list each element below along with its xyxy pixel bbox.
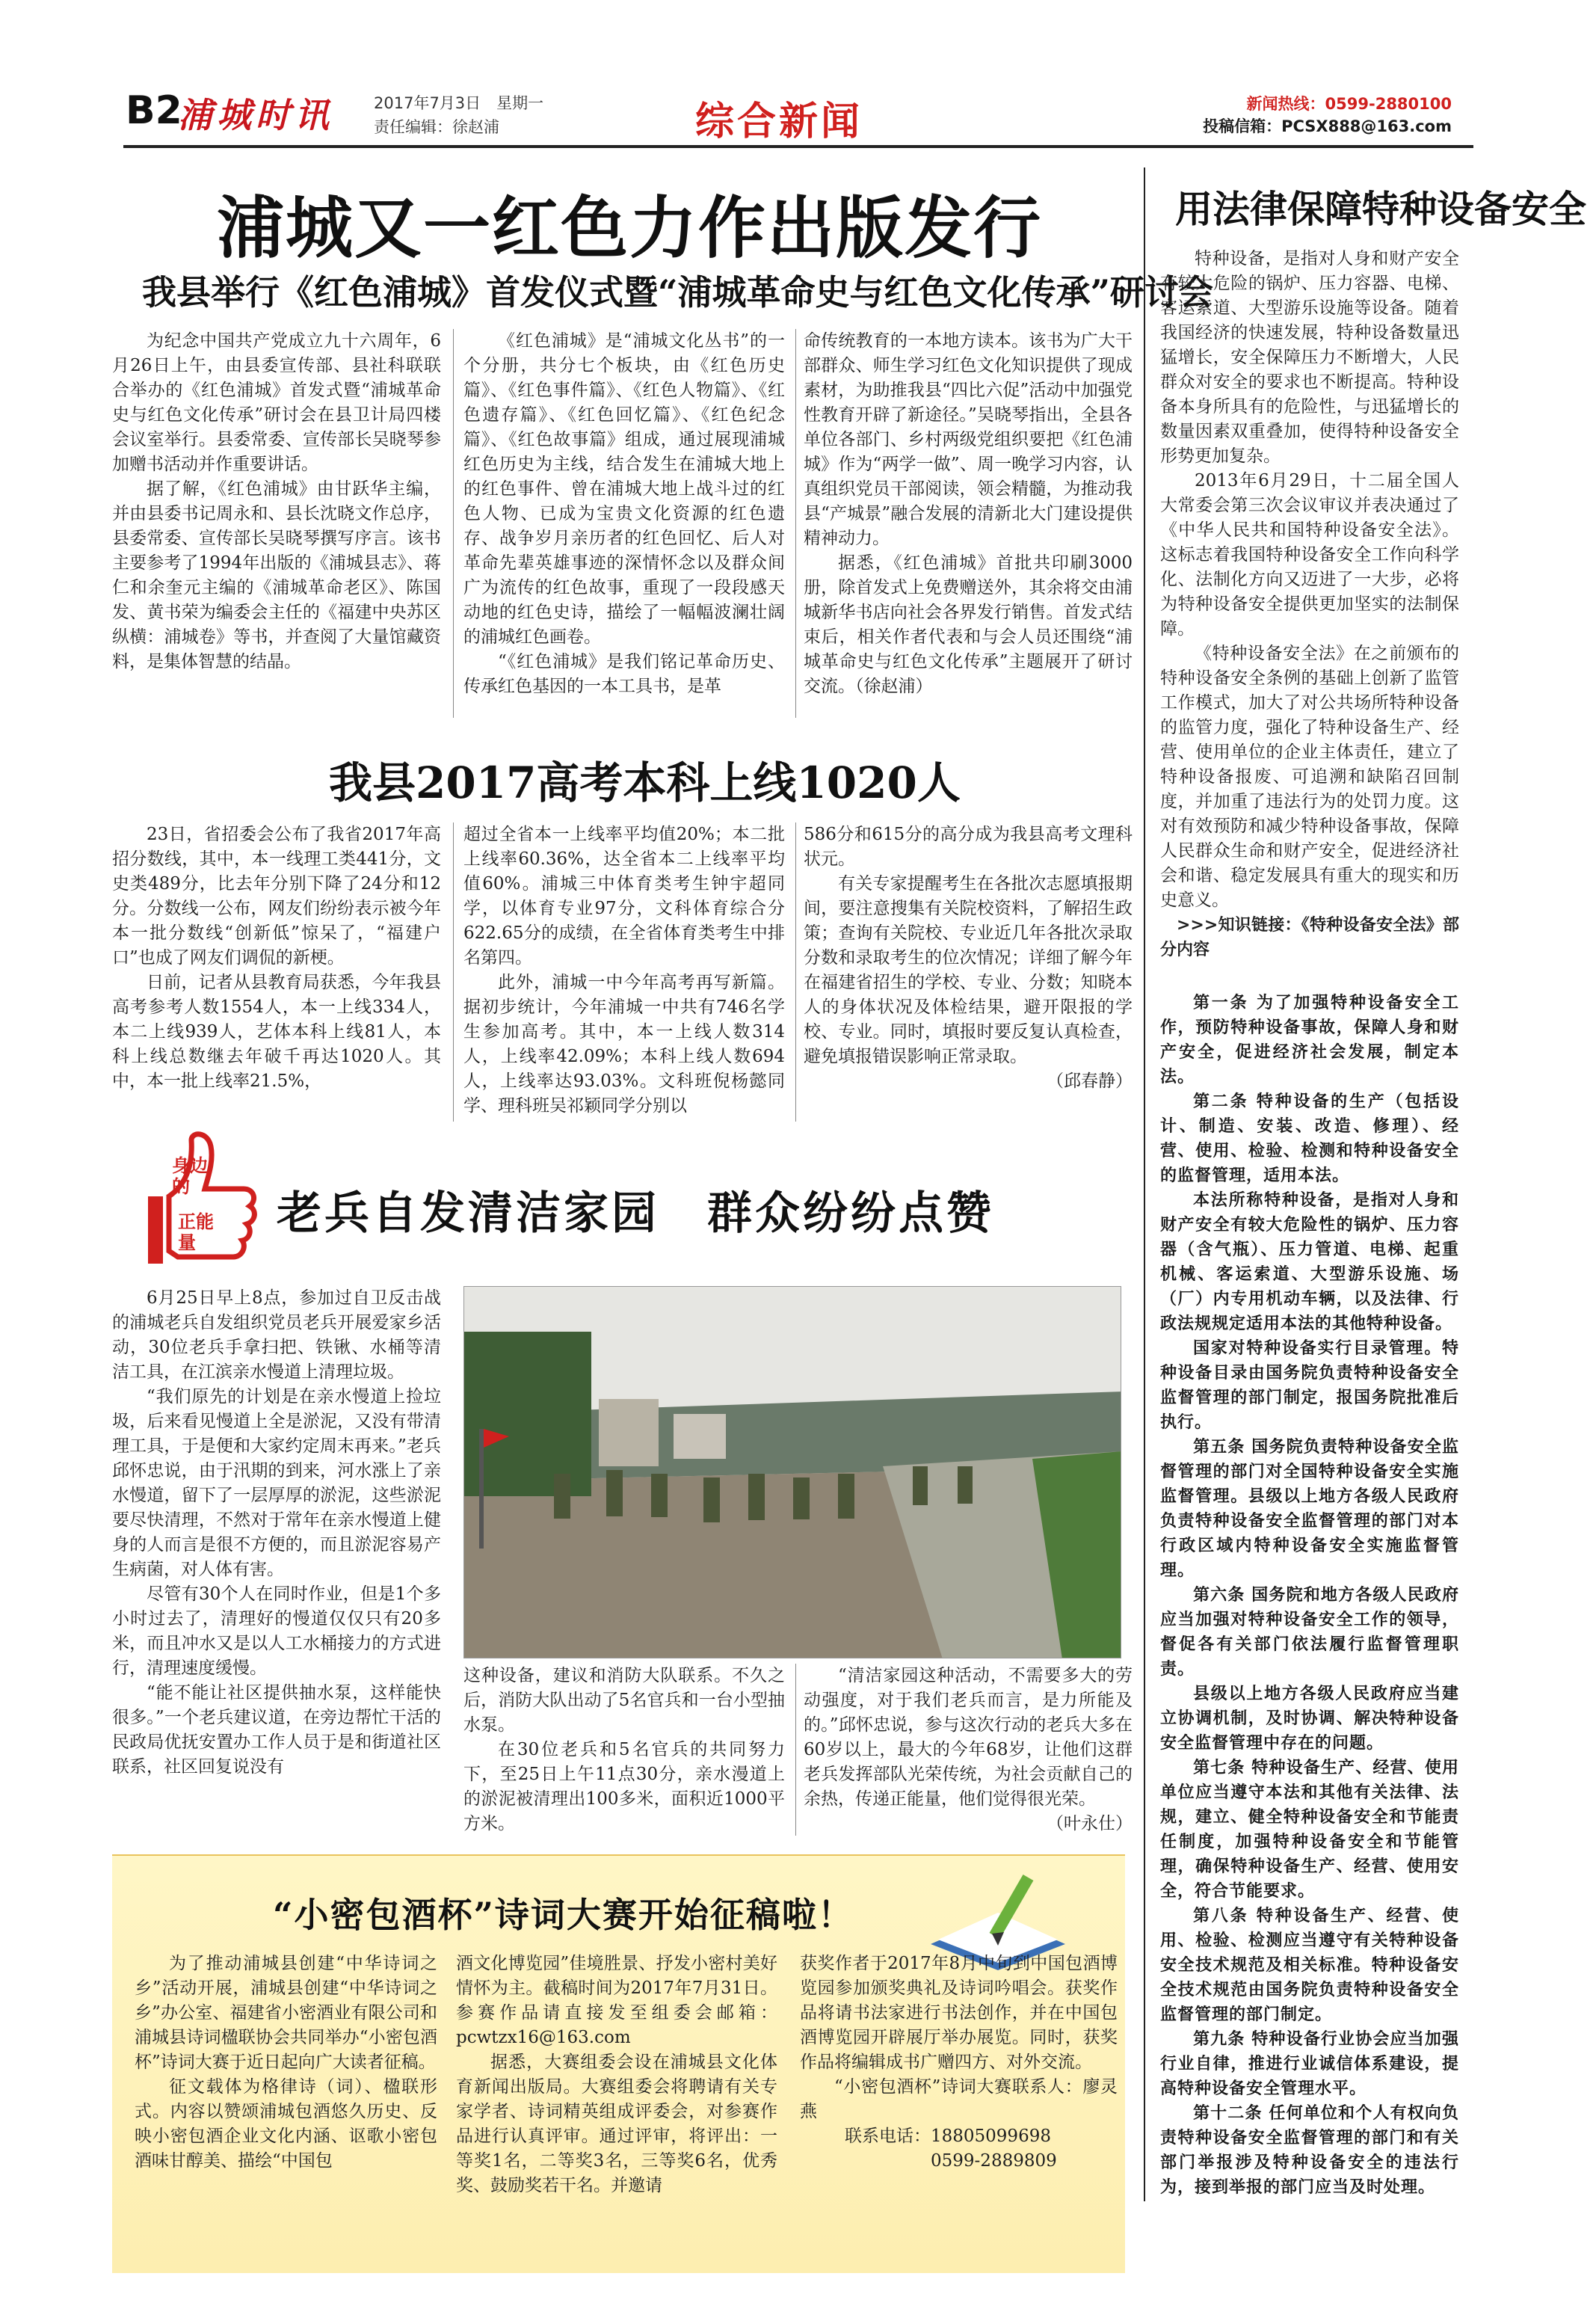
story1-subhead: 我县举行《红色浦城》首发仪式暨“浦城革命史与红色文化传承”研讨会 (142, 272, 1213, 313)
story3-col2 (463, 1664, 785, 1836)
law-article: 县级以上地方各级人民政府应当建立协调机制，及时协调、解决特种设备安全监督管理中存在的问题。 (1160, 1685, 1459, 1753)
law-article: 第六条 国务院和地方各级人民政府应当加强对特种设备安全工作的领导，督促各有关部门依法履行监督管理职责。 (1160, 1586, 1459, 1679)
story2-headline: 我县2017高考本科上线1020人 (329, 757, 961, 808)
paragraph: 此外，浦城一中今年高考再写新篇。据初步统计，今年浦城一中共有746名学生参加高考。其中，本一上线人数314人，上线率42.09%；本科上线人数694人，上线率达93.03%。文科班倪杨懿同学、理科班吴祁颖同学分别以 (463, 973, 785, 1116)
story4-col3 (800, 1952, 1118, 2174)
law-article: 第九条 特种设备行业协会应当加强行业自律，推进行业诚信体系建设，提高特种设备安全管理水平。 (1160, 2030, 1459, 2098)
story4-col2 (456, 1952, 777, 2198)
photo-illustration (464, 1287, 1121, 1658)
pub-info (374, 91, 543, 139)
paragraph: “我们原先的计划是在亲水慢道上捡垃圾，后来看见慢道上全是淤泥，又没有带清理工具，于是便和大家约定周末再来。”老兵邱怀忠说，由于汛期的到来，河水涨上了亲水慢道，留下了一层厚厚的淤泥，这些淤泥要尽快清理，不然对于常年在亲水慢道上健身的人而言是很不方便的，而且淤泥容易产生病菌，对人体有害。 (112, 1387, 441, 1579)
paragraph: 据悉，《红色浦城》首批共印刷3000册，除首发式上免费赠送外，其余将交由浦城新华书店向社会各界发行销售。首发式结束后，相关作者代表和与会人员还围绕“浦城革命史与红色文化传承”主题展开了研讨交流。（徐赵浦） (804, 553, 1133, 696)
byline: （邱春静） (1047, 1071, 1133, 1091)
law-article: 第七条 特种设备生产、经营、使用单位应当遵守本法和其他有关法律、法规，建立、健全特种设备安全和节能责任制度，加强特种设备安全和节能管理，确保特种设备生产、经营、使用安全，符合节能要求。 (1160, 1759, 1459, 1901)
contact-info (1203, 93, 1452, 138)
paragraph: 尽管有30个人在同时作业，但是1个多小时过去了，清理好的慢道仅仅只有20多米，而且冲水又是以人工水桶接力的方式进行，清理速度缓慢。 (112, 1584, 441, 1678)
story1-headline: 浦城又一红色力作出版发行 (217, 189, 1042, 268)
law-article: 第二条 特种设备的生产（包括设计、制造、安装、改造、修理）、经营、使用、检验、检测和特种设备安全的监督管理，适用本法。 (1160, 1092, 1459, 1185)
badge-line2: 正能量 (178, 1211, 214, 1253)
paragraph: 日前，记者从县教育局获悉，今年我县高考参考人数1554人，本一上线334人，本二上线939人，艺体本科上线81人，本科上线总数继去年破千再达1020人。其中，本一批上线率21.5%， (112, 973, 441, 1091)
story3-col3 (804, 1664, 1133, 1836)
paragraph: 据了解，《红色浦城》由甘跃华主编，并由县委书记周永和、县长沈晓文作总序，县委常委、宣传部长吴晓琴撰写序言。该书主要参考了1994年出版的《浦城县志》、蒋仁和余奎元主编的《浦城革命老区》、陈国发、黄书荣为编委会主任的《福建中央苏区纵横：浦城卷》等书，并查阅了大量馆藏资料，是集体智慧的结晶。 (112, 479, 441, 671)
paragraph: 为纪念中国共产党成立九十六周年，6月26日上午，由县委宣传部、县社科联联合举办的《红色浦城》首发式暨“浦城革命史与红色文化传承”研讨会在县卫计局四楼会议室举行。县委常委、宣传部长吴晓琴参加赠书活动并作重要讲话。 (112, 331, 441, 474)
story1-col1 (112, 329, 441, 674)
paragraph: 为了推动浦城县创建“中华诗词之乡”活动开展，浦城县创建“中华诗词之乡”办公室、福建省小密酒业有限公司和浦城县诗词楹联协会共同举办“小密包酒杯”诗词大赛于近日起向广大读者征稿。 (135, 1954, 437, 2072)
submission-email: 投稿信箱：PCSX888@163.com (1203, 117, 1452, 135)
side-headline: 用法律保障特种设备安全 (1175, 187, 1586, 231)
column-rule (453, 329, 454, 718)
paragraph: 《特种设备安全法》在之前颁布的特种设备安全条例的基础上创新了监管工作模式，加大了对公共场所特种设备的监管力度，强化了特种设备生产、经营、使用单位的企业主体责任，建立了特种设备报废、可追溯和缺陷召回制度，并加重了违法行为的处罚力度。这对有效预防和减少特种设备事故，保障人民群众生命和财产安全，促进经济社会和谐、稳定发展具有重大的现实和历史意义。 (1160, 644, 1459, 910)
paragraph: 在30位老兵和5名官兵的共同努力下，至25日上午11点30分，亲水漫道上的淤泥被清理出100多米，面积近1000平方米。 (463, 1740, 785, 1833)
byline: （叶永仕） (1047, 1814, 1133, 1833)
paragraph: 特种设备，是指对人身和财产安全有较大危险的锅炉、压力容器、电梯、客运索道、大型游乐设施等设备。随着我国经济的快速发展，特种设备数量迅猛增长，安全保障压力不断增大，人民群众对安全的要求也不断提高。特种设备本身所具有的危险性，与迅猛增长的数量因素双重叠加，使得特种设备安全形势更加复杂。 (1160, 249, 1459, 466)
page-number: B2 (126, 88, 182, 133)
paper-name: 浦城时讯 (178, 95, 333, 135)
law-articles (1160, 991, 1459, 2200)
paragraph: 获奖作者于2017年8月中旬到中国包酒博览园参加颁奖典礼及诗词吟唱会。获奖作品将请书法家进行书法创作，并在中国包酒博览园开辟展厅举办展览。同时，获奖作品将编辑成书广赠四方、对外交流。 (800, 1954, 1118, 2072)
paragraph: 征文载体为格律诗（词）、楹联形式。内容以赞颂浦城包酒悠久历史、反映小密包酒企业文化内涵、讴歌小密包酒味甘醇美、描绘“中国包 (135, 2077, 437, 2171)
law-article: 第五条 国务院负责特种设备安全监督管理的部门对全国特种设备安全实施监督管理。县级以上地方各级人民政府负责特种设备安全监督管理的部门对本行政区域内特种设备安全实施监督管理。 (1160, 1438, 1459, 1580)
paragraph: 据悉，大赛组委会设在浦城县文化体育新闻出版局。大赛组委会将聘请有关专家学者、诗词精英组成评委会，对参赛作品进行认真评审。通过评审，将评出：一等奖1名，二等奖3名，三等奖6名，优秀奖、鼓励奖若干名。并邀请 (456, 2052, 777, 2195)
positive-energy-badge (133, 1125, 260, 1275)
paragraph: “清洁家园这种活动，不需要多大的劳动强度，对于我们老兵而言，是力所能及的。”邱怀忠说，参与这次行动的老兵大多在60岁以上，最大的今年68岁，让他们这群老兵发挥部队光荣传统，为社会贡献自己的余热，传递正能量，他们觉得很光荣。 (804, 1666, 1133, 1809)
paragraph: “能不能让社区提供抽水泵，这样能快很多。”一个老兵建议道，在旁边帮忙干活的民政局优抚安置办工作人员于是和街道社区联系，社区回复说没有 (112, 1683, 441, 1777)
paragraph: 有关专家提醒考生在各批次志愿填报期间，要注意搜集有关院校资料，了解招生政策；查询有关院校、专业近几年各批次录取分数和录取考生的位次情况；详细了解今年在福建省招生的学校、专业、分数；知晓本人的身体状况及体检结果，避开限报的学校、专业。同时，填报时要反复认真检查，避免填报错误影响正常录取。 (804, 874, 1133, 1066)
side-intro (1160, 247, 1459, 962)
cleanup-photo (463, 1286, 1121, 1658)
knowledge-link-title: >>>知识链接：《特种设备安全法》部分内容 (1160, 916, 1459, 959)
column-rule (795, 822, 796, 1122)
date-line: 2017年7月3日 星期一 (374, 94, 544, 112)
law-article: 第八条 特种设备生产、经营、使用、检验、检测应当遵守有关特种设备安全技术规范及相关标准。特种设备安全技术规范由国务院负责特种设备安全监督管理的部门制定。 (1160, 1907, 1459, 2024)
section-title: 综合新闻 (695, 99, 863, 144)
story4-col1 (135, 1952, 437, 2174)
paragraph: 6月25日早上8点，参加过自卫反击战的浦城老兵自发组织党员老兵开展爱家乡活动，30位老兵手拿扫把、铁锹、水桶等清洁工具，在江滨亲水慢道上清理垃圾。 (112, 1288, 441, 1382)
editor-line: 责任编辑：徐赵浦 (374, 118, 499, 136)
story1-col3 (804, 329, 1133, 699)
law-article: 本法所称特种设备，是指对人身和财产安全有较大危险性的锅炉、压力容器（含气瓶）、压力管道、电梯、起重机械、客运索道、大型游乐设施、场（厂）内专用机动车辆，以及法律、行政法规规定适用本法的其他特种设备。 (1160, 1191, 1459, 1333)
story2-col3 (804, 822, 1133, 1094)
masthead-rule (123, 145, 1473, 148)
story4-headline: “小密包酒杯”诗词大赛开始征稿啦！ (273, 1895, 854, 1935)
paragraph: 命传统教育的一本地方读本。该书为广大干部群众、师生学习红色文化知识提供了现成素材，为助推我县“四比六促”活动中加强党性教育开辟了新途径。”吴晓琴指出，全县各单位各部门、乡村两级党组织要把《红色浦城》作为“两学一做”、周一晚学习内容，认真组织党员干部阅读，领会精髓，为推动我县“产城景”融合发展的清新北大门建设提供精神动力。 (804, 331, 1133, 548)
paragraph: 23日，省招委会公布了我省2017年高招分数线，其中，本一线理工类441分，文史类489分，比去年分别下降了24分和12分。分数线一公布，网友们纷纷表示被今年本一批分数线“创新低”惊呆了，“福建户口”也成了网友们调侃的新梗。 (112, 825, 441, 968)
contact-person: “小密包酒杯”诗词大赛联系人：廖灵燕 (800, 2077, 1118, 2121)
story1-col2 (463, 329, 785, 699)
law-article: 第十二条 任何单位和个人有权向负责特种设备安全监督管理的部门和有关部门举报涉及特种设备安全的违法行为，接到举报的部门应当及时处理。 (1160, 2104, 1459, 2197)
law-article: 第一条 为了加强特种设备安全工作，预防特种设备事故，保障人身和财产安全，促进经济社会发展，制定本法。 (1160, 994, 1459, 1086)
column-rule (453, 822, 454, 1122)
hotline: 新闻热线：0599-2880100 (1246, 95, 1452, 113)
paragraph: 超过全省本一上线率平均值20%；本二批上线率60.36%，达全省本二上线率平均值60%。浦城三中体育类考生钟宇超同学，以体育专业97分，文科体育综合分622.65分的成绩，在全省体育类考生中排名第四。 (463, 825, 785, 968)
story3-col1 (112, 1286, 441, 1780)
column-rule (795, 1664, 796, 1836)
paragraph: “《红色浦城》是我们铭记革命历史、传承红色基因的一本工具书，是革 (463, 652, 785, 696)
column-rule (795, 329, 796, 718)
story2-col2 (463, 822, 785, 1119)
paragraph: 《红色浦城》是“浦城文化丛书”的一个分册，共分七个板块，由《红色历史篇》、《红色事件篇》、《红色人物篇》、《红色遗存篇》、《红色回忆篇》、《红色纪念篇》、《红色故事篇》组成，通过展现浦城红色历史为主线，结合发生在浦城大地上的红色事件、曾在浦城大地上战斗过的红色人物、已成为宝贵文化资源的红色遗存、战争岁月亲历者的红色回忆、后人对革命先辈英雄事迹的深情怀念以及群众间广为流传的红色故事，重现了一段段感天动地的红色史诗，描绘了一幅幅波澜壮阔的浦城红色画卷。 (463, 331, 785, 647)
contact-phone2: 0599-2889809 (931, 2151, 1057, 2171)
paragraph: 这种设备，建议和消防大队联系。不久之后，消防大队出动了5名官兵和一台小型抽水泵。 (463, 1666, 785, 1735)
paragraph: 2013年6月29日，十二届全国人大常委会第三次会议审议并表决通过了《中华人民共和国特种设备安全法》。这标志着我国特种设备安全工作向科学化、法制化方向又迈进了一大步，必将为特种设备安全提供更加坚实的法制保障。 (1160, 471, 1459, 639)
badge-line1: 身边的 (172, 1154, 208, 1197)
story2-col1 (112, 822, 441, 1094)
paragraph: 酒文化博览园”佳境胜景、抒发小密村美好情怀为主。截稿时间为2017年7月31日。参赛作品请直接发至组委会邮箱：pcwtzx16@163.com (456, 1954, 777, 2047)
paragraph: 586分和615分的高分成为我县高考文理科状元。 (804, 825, 1133, 869)
contact-phone: 联系电话：18805099698 (845, 2127, 1051, 2146)
story3-headline: 老兵自发清洁家园 群众纷纷点赞 (277, 1187, 994, 1240)
law-article: 国家对特种设备实行目录管理。特种设备目录由国务院负责特种设备安全监督管理的部门制定，报国务院批准后执行。 (1160, 1339, 1459, 1432)
